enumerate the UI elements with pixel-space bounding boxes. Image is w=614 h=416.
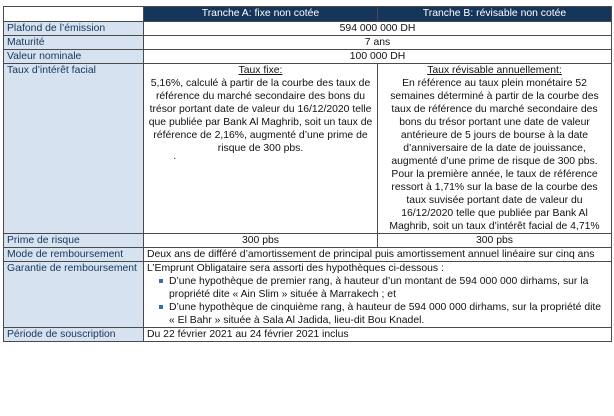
label-garantie: Garantie de remboursement — [4, 262, 144, 328]
taux-a-title: Taux fixe: — [238, 65, 283, 76]
table-header-row — [4, 7, 612, 22]
cell-garantie — [144, 262, 612, 328]
label-mode: Mode de remboursement — [4, 248, 144, 262]
garantie-list — [147, 275, 608, 327]
row-plafond — [4, 22, 612, 36]
bullet-icon — [159, 305, 163, 309]
row-taux — [4, 64, 612, 234]
value-valeur-nominale: 100 000 DH — [144, 50, 612, 64]
label-prime: Prime de risque — [4, 234, 144, 248]
value-periode: Du 22 février 2021 au 24 février 2021 inclus — [144, 328, 612, 342]
header-empty-cell — [4, 7, 144, 22]
garantie-item-text: D’une hypothèque de premier rang, à hauteur d’un montant de 594 000 000 dirhams, sur la propriété dite « Ain Slim » située à Marrakech ; et — [169, 276, 589, 300]
cell-taux-a — [144, 64, 378, 234]
taux-b-title: Taux révisable annuellement: — [427, 65, 562, 76]
value-maturite: 7 ans — [144, 36, 612, 50]
taux-a-mark: · — [173, 153, 177, 164]
row-prime — [4, 234, 612, 248]
garantie-intro: L’Emprunt Obligataire sera assorti des hypothèques ci-dessous : — [147, 263, 444, 274]
label-valeur-nominale: Valeur nominale — [4, 50, 144, 64]
issue-terms-table — [3, 6, 612, 342]
garantie-item-text: D’une hypothèque de cinquième rang, à hauteur de 594 000 000 dirhams, sur la propriété dite « El Bahr » située à Sala Al Jadida, lieu-dit Bou Knadel. — [169, 302, 602, 326]
value-prime-b: 300 pbs — [378, 234, 612, 248]
taux-a-text: 5,16%, calculé à partir de la courbe des taux de référence du marché secondaire des bons du trésor portant date de valeur du 16/12/2020 telle que publiée par Bank Al Maghrib, soit un taux de référence de 2,16%, augmenté d’une prime de risque de 300 pbs. — [148, 78, 373, 154]
bullet-icon — [159, 279, 163, 283]
value-prime-a: 300 pbs — [144, 234, 378, 248]
label-taux: Taux d’intérêt facial — [4, 64, 144, 234]
label-periode: Période de souscription — [4, 328, 144, 342]
row-periode — [4, 328, 612, 342]
list-item — [159, 275, 608, 301]
label-plafond: Plafond de l’émission — [4, 22, 144, 36]
row-mode — [4, 248, 612, 262]
header-tranche-a: Tranche A: fixe non cotée — [144, 7, 378, 22]
taux-b-text-1: En référence au taux plein monétaire 52 semaines déterminé à partir de la courbe des taux de référence du marché secondaire des bons du trésor portant une date de valeur antérieure de 5 jours de bourse à la date d’anniversaire de la date de jouissance, augmenté d’une prime de risque de 300 pbs. — [390, 78, 599, 167]
cell-taux-b — [378, 64, 612, 234]
header-tranche-b: Tranche B: révisable non cotée — [378, 7, 612, 22]
value-plafond: 594 000 000 DH — [144, 22, 612, 36]
value-mode: Deux ans de différé d’amortissement de principal puis amortissement annuel linéaire sur cinq ans — [144, 248, 612, 262]
list-item — [159, 301, 608, 327]
row-garantie — [4, 262, 612, 328]
row-maturite — [4, 36, 612, 50]
taux-b-text-2: Pour la première année, le taux de référence ressort à 1,71% sur la base de la courbe des taux suvisée portant date de valeur du 16/12/2020 telle que publiée par Bank Al Maghrib, soit un taux d’intérêt facial de 4,71% — [389, 169, 600, 232]
row-valeur-nominale — [4, 50, 612, 64]
label-maturite: Maturité — [4, 36, 144, 50]
